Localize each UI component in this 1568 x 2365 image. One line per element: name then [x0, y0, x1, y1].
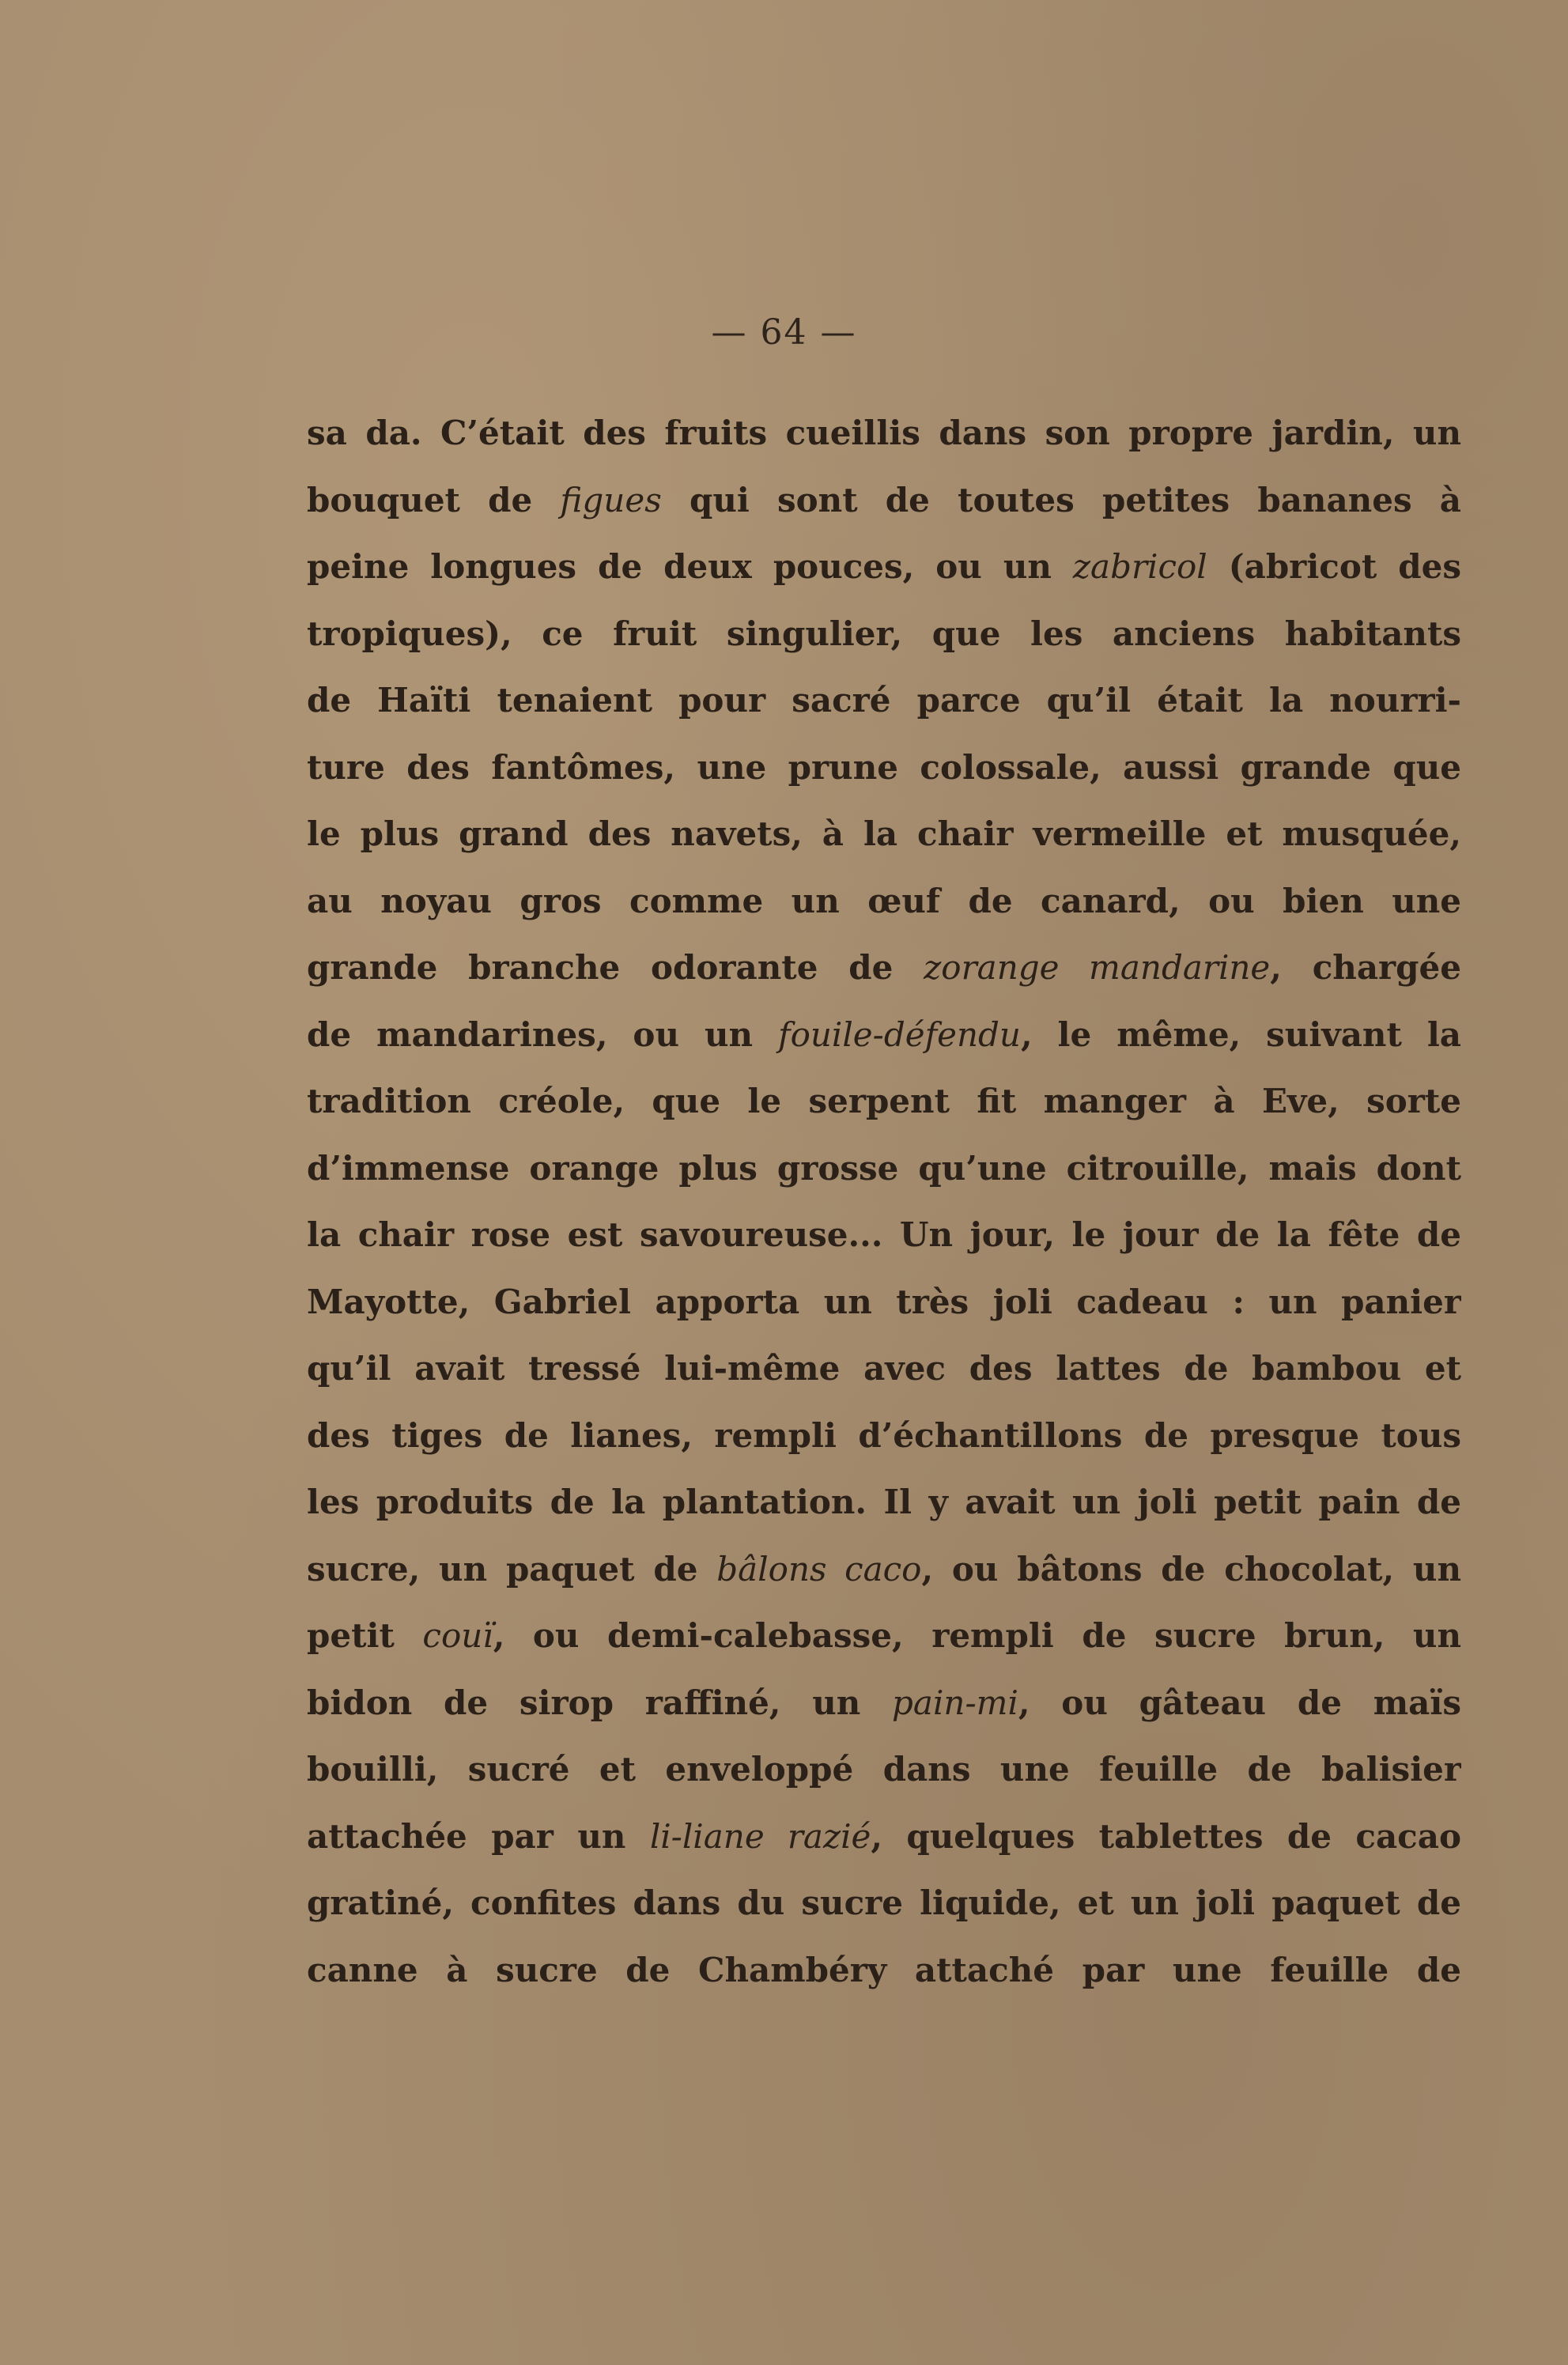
text-line	[307, 1135, 1461, 1203]
text-line	[307, 400, 1461, 467]
text-segment: sa da. C’était des fruits cueillis dans son propre jardin, un	[307, 414, 1461, 452]
italic-term: li-liane razié	[649, 1816, 871, 1856]
text-line	[307, 1536, 1461, 1604]
text-segment: , le même, suivant la	[1020, 1014, 1461, 1054]
text-segment: la chair rose est savoureuse... Un jour, le jour de la fête de	[307, 1215, 1461, 1254]
text-line	[307, 935, 1461, 1002]
text-line	[307, 667, 1461, 735]
text-line	[307, 801, 1461, 868]
page-number: — 64 —	[711, 312, 857, 353]
text-segment: d’immense orange plus grosse qu’une citrouille, mais dont	[307, 1148, 1461, 1188]
italic-term: bâlons caco	[716, 1549, 922, 1589]
text-segment: ture des fantômes, une prune colossale, aussi grande que	[307, 747, 1461, 787]
text-line	[307, 1403, 1461, 1470]
text-segment: tropiques), ce fruit singulier, que les anciens habitants	[307, 614, 1461, 653]
text-segment: , quelques tablettes de cacao	[871, 1816, 1461, 1856]
text-line	[307, 467, 1461, 535]
text-segment: gratiné, confites dans du sucre liquide, et un joli paquet de	[307, 1883, 1461, 1922]
text-line	[307, 1870, 1461, 1937]
text-segment: de mandarines, ou un	[307, 1014, 779, 1054]
text-line	[307, 1736, 1461, 1804]
text-segment: canne à sucre de Chambéry attaché par une feuille de	[307, 1950, 1461, 1989]
text-line	[307, 1469, 1461, 1536]
text-line	[307, 1202, 1461, 1269]
italic-term: fouile-défendu	[778, 1014, 1021, 1054]
text-line	[307, 1269, 1461, 1336]
text-segment: au noyau gros comme un œuf de canard, ou bien une	[307, 881, 1461, 920]
text-segment: bidon de sirop raffiné, un	[307, 1683, 893, 1722]
text-line	[307, 735, 1461, 802]
text-segment: , ou bâtons de chocolat, un	[921, 1549, 1461, 1589]
text-segment: , ou gâteau de maïs	[1018, 1683, 1461, 1722]
text-segment: les produits de la plantation. Il y avait un joli petit pain de	[307, 1483, 1461, 1521]
text-segment: petit	[307, 1616, 423, 1655]
text-segment: , ou demi-calebasse, rempli de sucre brun, un	[493, 1616, 1461, 1655]
text-segment: peine longues de deux pouces, ou un	[307, 547, 1073, 586]
text-segment: grande branche odorante de	[307, 948, 924, 987]
text-segment: de Haïti tenaient pour sacré parce qu’il était la nourri-	[307, 681, 1461, 720]
text-segment: bouquet de	[307, 480, 561, 519]
text-line	[307, 868, 1461, 935]
text-line	[307, 1804, 1461, 1871]
text-line	[307, 1002, 1461, 1069]
italic-term: pain-mi	[892, 1683, 1018, 1722]
text-line	[307, 1937, 1461, 2004]
italic-term: zorange mandarine	[924, 948, 1271, 987]
text-segment: (abricot des	[1207, 547, 1461, 586]
text-line	[307, 1603, 1461, 1670]
text-segment: le plus grand des navets, à la chair vermeille et musquée,	[307, 814, 1461, 853]
italic-term: zabricol	[1072, 547, 1207, 586]
italic-term: couï	[422, 1616, 493, 1655]
text-line	[307, 1068, 1461, 1135]
text-segment: qu’il avait tressé lui-même avec des lattes de bambou et	[307, 1349, 1461, 1388]
text-segment: Mayotte, Gabriel apporta un très joli cadeau : un panier	[307, 1282, 1461, 1321]
text-segment: , chargée	[1270, 948, 1461, 987]
text-line	[307, 534, 1461, 601]
text-segment: attachée par un	[307, 1816, 650, 1856]
body-text	[307, 400, 1461, 2004]
text-segment: tradition créole, que le serpent fit manger à Eve, sorte	[307, 1082, 1461, 1120]
text-line	[307, 601, 1461, 668]
text-segment: des tiges de lianes, rempli d’échantillons de presque tous	[307, 1415, 1461, 1455]
text-segment: qui sont de toutes petites bananes à	[661, 480, 1461, 519]
text-line	[307, 1336, 1461, 1403]
text-segment: bouilli, sucré et enveloppé dans une feuille de balisier	[307, 1750, 1461, 1789]
italic-term: figues	[560, 480, 662, 519]
text-line	[307, 1670, 1461, 1737]
text-segment: sucre, un paquet de	[307, 1549, 717, 1589]
